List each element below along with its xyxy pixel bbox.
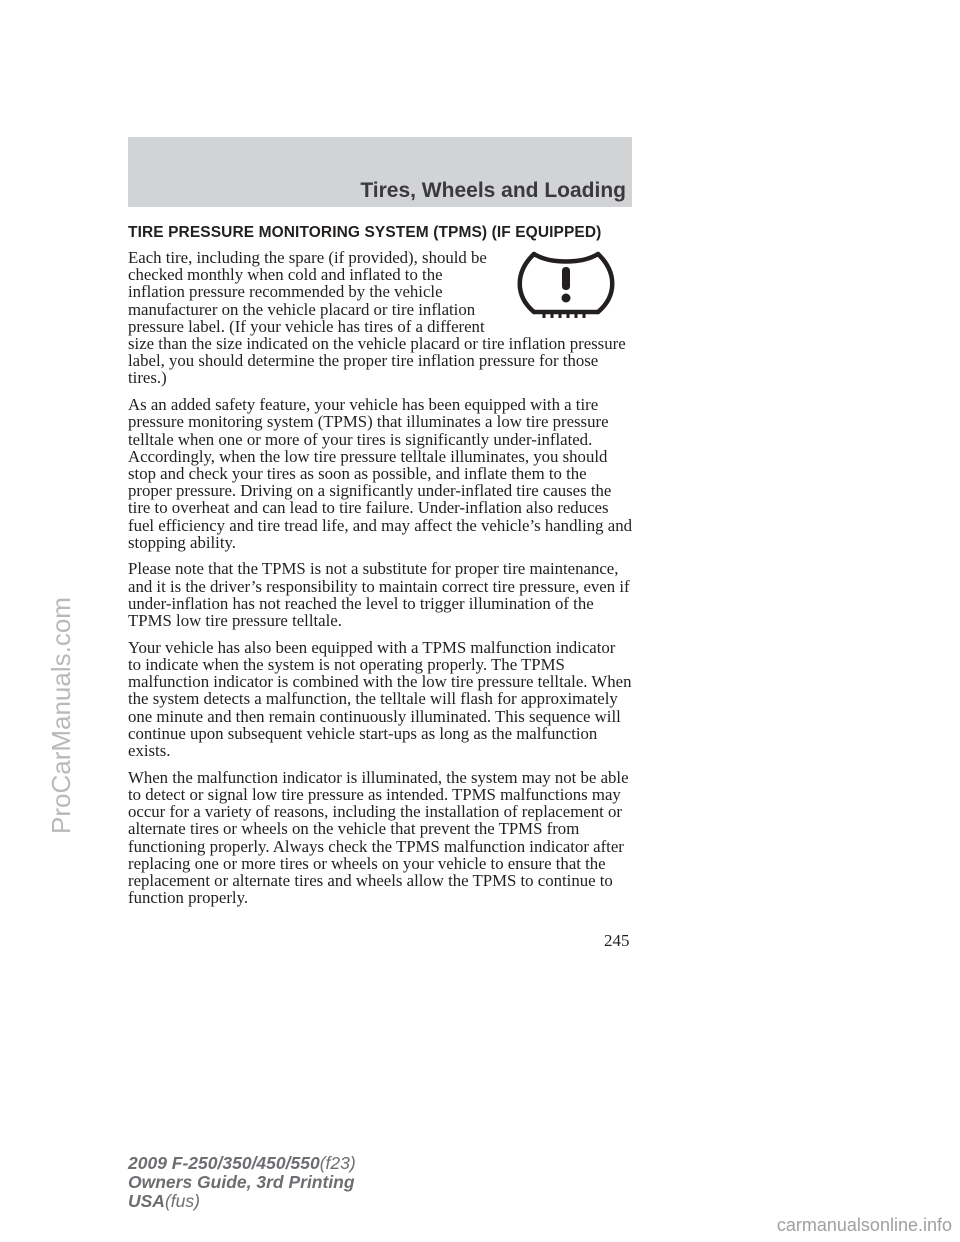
footer-model: 2009 F-250/350/450/550 bbox=[128, 1153, 320, 1173]
footer-line-2: Owners Guide, 3rd Printing bbox=[128, 1172, 355, 1192]
footer-line-1 bbox=[128, 1154, 356, 1173]
footer-market-code: (fus) bbox=[164, 1191, 200, 1211]
page-header-title: Tires, Wheels and Loading bbox=[360, 179, 626, 202]
footer-model-code: (f23) bbox=[319, 1153, 356, 1173]
paragraph-1: Each tire, including the spare (if provided), should be checked monthly when cold and inflated to the inflation pressure recommended by the vehicle manufacturer on the vehicle placard or tire inflation pressure label. (If your vehicle has tires of a different size than the size indicated on the vehicle placard or tire inflation pressure label, you should determine the proper tire inflation pressure for those tires.) bbox=[128, 248, 626, 388]
paragraph-5: When the malfunction indicator is illuminated, the system may not be able to detect or signal low tire pressure as intended. TPMS malfunctions may occur for a variety of reasons, including the installation of replacement or alternate tires or wheels on the vehicle that prevent the TPMS from functioning properly. Always check the TPMS malfunction indicator after replacing one or more tires or wheels on your vehicle to ensure that the replacement or alternate tires and wheels allow the TPMS to continue to function properly. bbox=[128, 767, 629, 908]
paragraph-3: Please note that the TPMS is not a substitute for proper tire maintenance, and it is the driver’s responsibility to maintain correct tire pressure, even if under-inflation has not reached the level to trigger illumination of the TPMS low tire pressure telltale. bbox=[128, 559, 630, 631]
page-header-band bbox=[128, 137, 632, 207]
page-number: 245 bbox=[604, 931, 630, 950]
footer-publication-info bbox=[128, 1154, 356, 1211]
tpms-warning-icon bbox=[512, 250, 620, 320]
bottom-watermark: carmanualsonline.info bbox=[776, 1215, 952, 1235]
section-heading: TIRE PRESSURE MONITORING SYSTEM (TPMS) (IF EQUIPPED) bbox=[128, 224, 602, 241]
footer-line-3 bbox=[128, 1192, 356, 1211]
paragraph-2: As an added safety feature, your vehicle has been equipped with a tire pressure monitoring system (TPMS) that illuminates a low tire pressure telltale when one or more of your tires is significantly under-inflated. Accordingly, when the low tire pressure telltale illuminates, you should stop and check your tires as soon as possible, and inflate them to the proper pressure. Driving on a significantly under-inflated tire causes the tire to overheat and can lead to tire failure. Under-inflation also reduces fuel efficiency and tire tread life, and may affect the vehicle’s handling and stopping ability. bbox=[128, 395, 632, 552]
side-watermark: ProCarManuals.com bbox=[46, 597, 76, 834]
body-text bbox=[128, 249, 632, 916]
footer-market: USA bbox=[128, 1191, 165, 1211]
paragraph-4: Your vehicle has also been equipped with a TPMS malfunction indicator to indicate when the system is not operating properly. The TPMS malfunction indicator is combined with the low tire pressure telltale. When the system detects a malfunction, the telltale will flash for approximately one minute and then remain continuously illuminated. This sequence will continue upon subsequent vehicle start-ups as long as the malfunction exists. bbox=[128, 637, 632, 760]
